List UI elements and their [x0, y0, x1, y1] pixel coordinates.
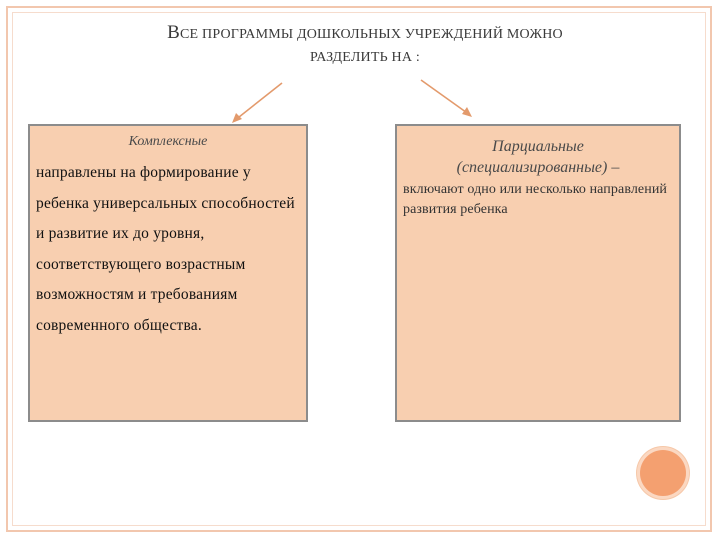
- complex-programs-heading: Комплексные: [128, 134, 208, 149]
- arrow-right: [421, 80, 470, 115]
- partial-programs-heading-line-2: (специализированные) –: [456, 159, 620, 176]
- arrow-left-head: [232, 113, 242, 123]
- title-line-2: РАЗДЕЛИТЬ НА :: [310, 50, 420, 65]
- complex-programs-box: [28, 124, 308, 422]
- partial-programs-text: включают одно или несколько направлений развития ребенка: [403, 182, 668, 217]
- partial-programs-heading-line-1: Парциальные: [492, 138, 584, 155]
- partial-programs-box: [395, 124, 681, 422]
- arrow-right-head: [462, 107, 472, 117]
- arrow-left: [234, 83, 282, 121]
- title-line-1-text: СЕ ПРОГРАММЫ ДОШКОЛЬНЫХ УЧРЕЖДЕНИЙ МОЖНО: [180, 27, 563, 42]
- partial-programs-heading: [397, 136, 679, 178]
- title-initial: В: [167, 22, 181, 43]
- complex-programs-text: направлены на формирование у ребенка универсальных способностей и развитие их до уровня, соответствующего возрастным возможностям и требованиям современного общества.: [36, 164, 295, 334]
- decorative-circle: [640, 450, 686, 496]
